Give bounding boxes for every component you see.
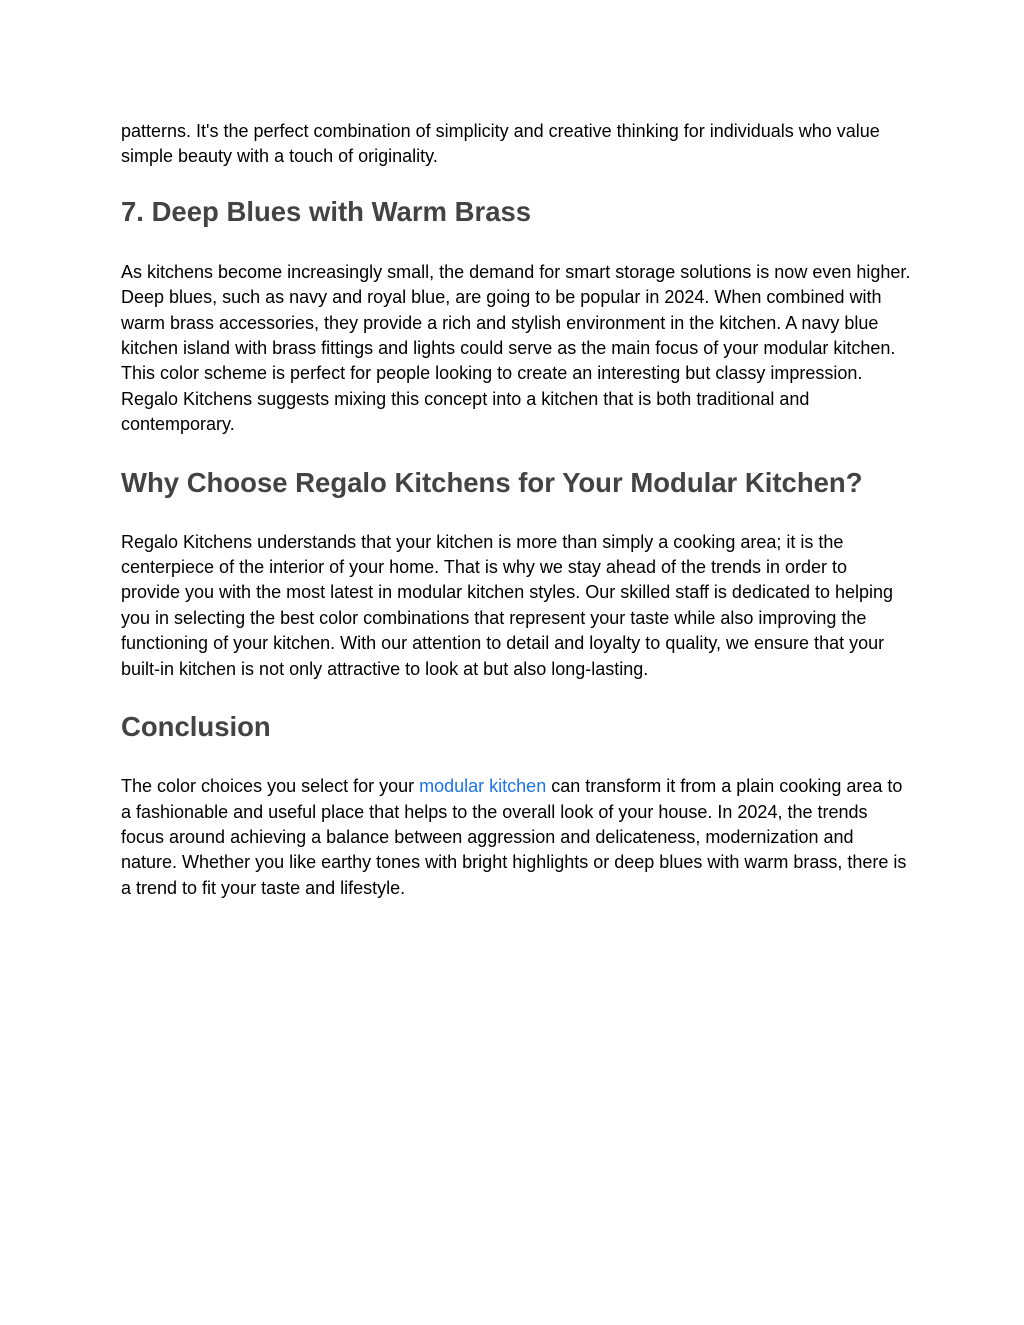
conclusion-text-after-link: can transform it from a plain cooking area to a fashionable and useful place that helps to the overall look of your house. In 2024, the trends focus around achieving a balance between aggression and delicateness, modernization and nature. Whether you like earthy tones with bright highlights or deep blues with warm brass, there is a trend to fit your taste and lifestyle.	[121, 776, 907, 898]
section-heading-conclusion: Conclusion	[121, 711, 271, 743]
intro-paragraph: patterns. It's the perfect combination of simplicity and creative thinking for individuals who value simple beauty with a touch of originality.	[121, 121, 880, 167]
deep-blues-paragraph: As kitchens become increasingly small, the demand for smart storage solutions is now even higher. Deep blues, such as navy and royal blue, are going to be popular in 2024. When combined with warm brass accessories, they provide a rich and stylish environment in the kitchen. A navy blue kitchen island with brass fittings and lights could serve as the main focus of your modular kitchen. This color scheme is perfect for people looking to create an interesting but classy impression. Regalo Kitchens suggests mixing this concept into a kitchen that is both traditional and contemporary.	[121, 261, 911, 435]
conclusion-paragraph	[121, 774, 911, 901]
why-regalo-paragraph: Regalo Kitchens understands that your kitchen is more than simply a cooking area; it is the centerpiece of the interior of your home. That is why we stay ahead of the trends in order to provide you with the most latest in modular kitchen styles. Our skilled staff is dedicated to helping you in selecting the best color combinations that represent your taste while also improving the functioning of your kitchen. With our attention to detail and loyalty to quality, we ensure that your built-in kitchen is not only attractive to look at but also long-lasting.	[121, 531, 894, 679]
modular-kitchen-link[interactable]: modular kitchen	[419, 776, 547, 797]
conclusion-text-before-link: The color choices you select for your	[121, 776, 420, 797]
section-heading-deep-blues: 7. Deep Blues with Warm Brass	[121, 195, 532, 227]
document-page	[121, 119, 911, 901]
section-heading-why-regalo: Why Choose Regalo Kitchens for Your Modular Kitchen?	[121, 466, 863, 498]
